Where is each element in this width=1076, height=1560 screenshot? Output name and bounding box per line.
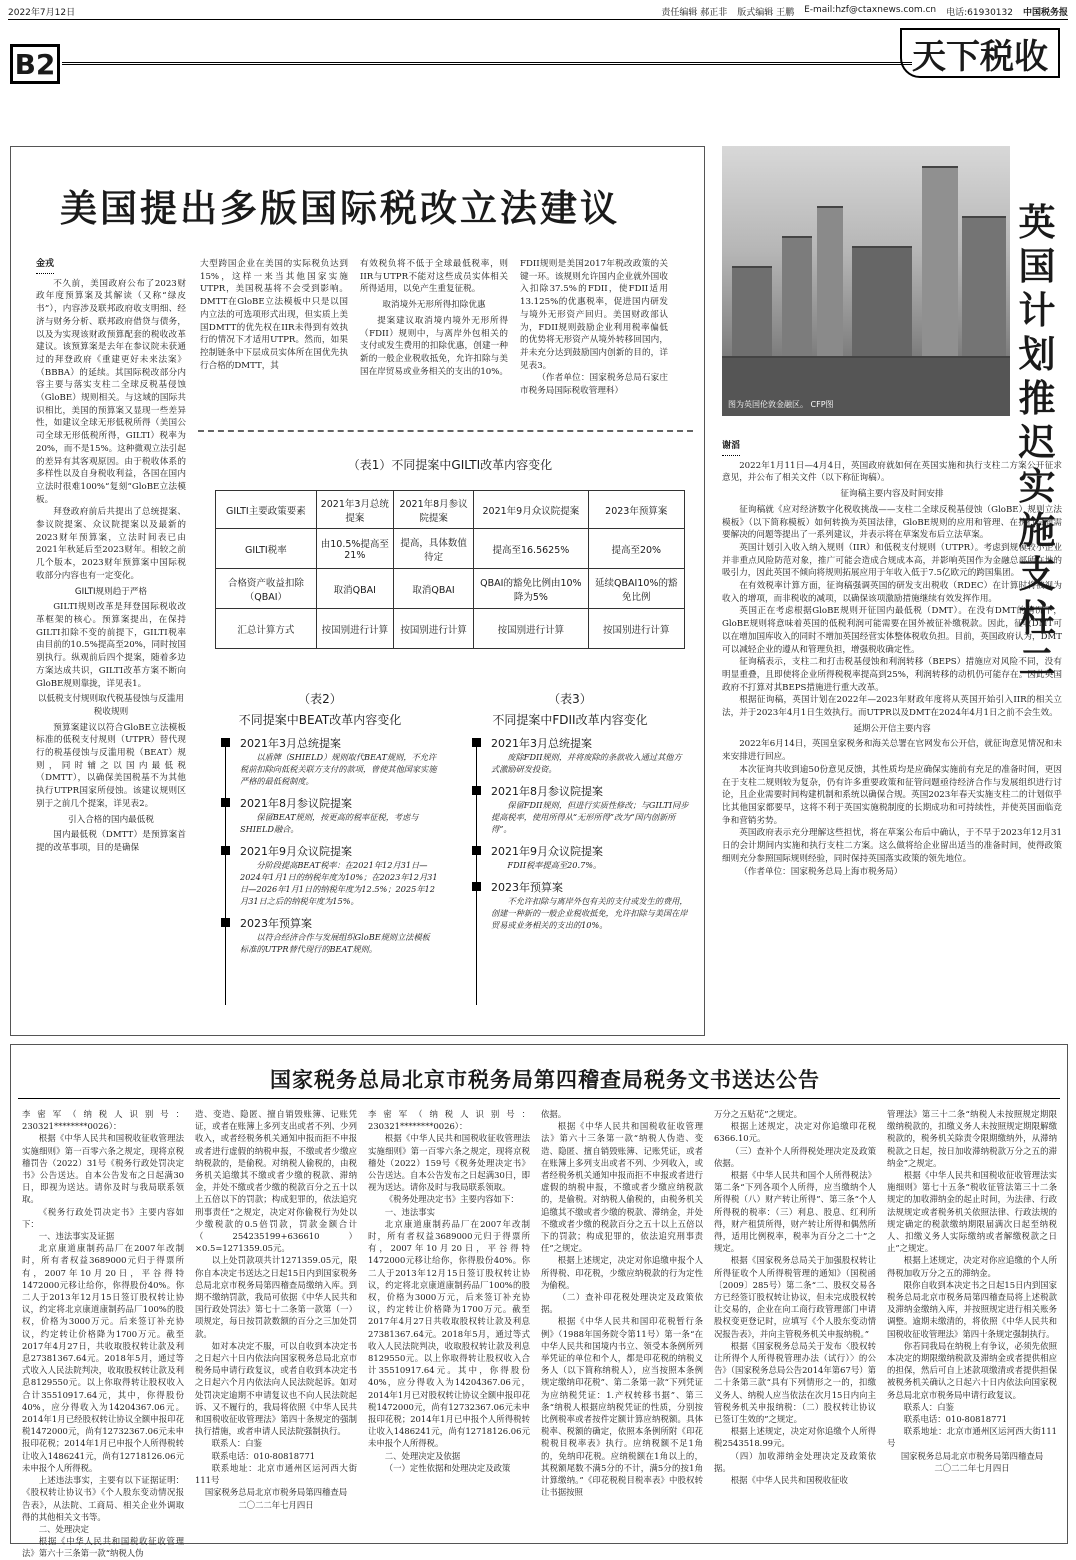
designer-name: 版式编辑 王鹏 (737, 7, 795, 18)
paragraph: 根据征询稿，英国计划在2022年—2023年财政年度将从英国开始引入IIR的相关立法，并于2023年4月1日生效执行。而UTPR以及DMT在2024年4月1日之前不会生效。 (722, 695, 1062, 719)
notice-column-1 (22, 1108, 184, 1559)
paragraph: 在有效税率计算方面，征询稿强调英国的研发支出税收（RDEC）在计算时将被视为收入的增项，而非税收的减项，以确保该项激励措施继续有效发挥作用。 (722, 581, 1062, 604)
email-contact[interactable]: E-mail:hzf@ctaxnews.com.cn (804, 4, 937, 15)
table-cell: 合格资产收益扣除（QBAI） (216, 569, 317, 609)
byline: 金戎 (36, 258, 54, 274)
paragraph: 《税务行政处罚决定书》主要内容如下： (22, 1206, 184, 1229)
paragraph: 管理法》第三十二条“纳税人未按照规定期限缴纳税款的，扣缴义务人未按照规定期限解缴税款的，税务机关除责令限期缴纳外，从滞纳税款之日起，按日加收滞纳税款万分之五的滞纳金”之规定。 (887, 1109, 1057, 1168)
news-photo (722, 146, 1010, 414)
page-number: B2 (10, 44, 60, 84)
page-header (8, 4, 1068, 18)
beat-timeline (214, 735, 438, 1025)
paragraph: 拜登政府前后共提出了总统提案、参议院提案、众议院提案以及最新的2023财年预算案，立法时间表已由2021年秋延后至2023财年。相较之前几个版本，2023财年预算案中国际税收部分内容也有一定变化。 (36, 507, 186, 581)
author-note: （作者单位：国家税务总局石家庄市税务局国际税收管理科） (520, 373, 668, 397)
table-cell: QBAI的豁免比例由10%降为5% (474, 569, 588, 609)
item-body: FDII税率提高至20.7%。 (507, 860, 602, 870)
table-cell: 按国别进行计算 (588, 609, 684, 649)
paragraph: 限你自收到本决定书之日起15日内到国家税务总局北京市税务局第四稽查局将上述税款及滞纳金缴纳入库，并按照规定进行相关账务调整。逾期未缴清的，将依照《中华人民共和国税收征收管理法》第四十条规定强制执行。 (887, 1279, 1057, 1339)
table3-title (450, 690, 690, 728)
notice-column-5 (714, 1108, 876, 1538)
item-heading: 2021年9月众议院提案 (240, 845, 352, 858)
bullet-square-icon (472, 882, 481, 891)
item-heading: 2021年3月总统提案 (240, 737, 341, 750)
paragraph: 李密军（纳税人识别号：230321********0026）： (22, 1109, 184, 1132)
paragraph: FDII规则是美国2017年税改政策的关键一环。该规则允许国内企业就外国收入扣除37.5%的FDII，使FDII适用13.125%的优惠税率，促进国内研发与境外无形资产回归。美国财政部认为，FDII规则鼓励企业利用税率偏低的优势将无形资产从境外转移回国内，并未充分达到鼓励国内创新的目的，详见表3。 (520, 259, 668, 371)
paragraph: 根据上述规定，决定对你追缴印花税6366.10元。 (714, 1121, 876, 1144)
issue-date: 二〇二二年七月四日 (934, 1462, 1010, 1473)
table-cell: 2021年9月众议院提案 (474, 491, 588, 529)
paragraph: 根据《中华人民共和国个人所得税法》第二条“下列各项个人所得，应当缴纳个人所得税（八）财产转让所得”、第三条“个人所得税的税率：（三）利息、股息、红利所得，财产租赁所得，财产转让所得和偶然所得，适用比例税率，税率为百分之二十”之规定。 (714, 1170, 876, 1254)
table2-heading: 不同提案中BEAT改革内容变化 (238, 713, 402, 727)
paragraph: 根据《中华人民共和国税收征收管理法实施细则》第一百零六条之规定，现将京税稽罚告（2022）31号《税务行政处罚决定书》公告送达。自本公告发布之日起满30日，即视为送达。请你及时与我局联系领取。 (22, 1133, 184, 1205)
editor-name: 责任编辑 郝正非 (661, 7, 728, 18)
paragraph: 北京康道康制药品厂在2007年改制时，所有者权益3689000元归于得票所有，2007年10月20日，平谷得特1472000元移让给你，你得股份40%。你二人于2013年12月15日签订股权转让协议，约定将北京康道康制药品厂100%的股权，价格为3000万元。后来签订补充协议，约定转让价格降为1700万元。截至2017年4月27日，共收取股权转让款及利息27381367.64元。2018年5月，通过等式收入人民法院判决，收取股权转让款及利息8129550元。以上你取得转让股权收入合计35510917.64元，其中，你得股份40%，应分得收入为14204367.06元。2014年1月已经股权转让协议全额申报印花税1472000元，尚有12732367.06元未申报印花税；2014年1月已申报个人所得税转让收入1486241元，尚有12718126.06元未申报个人所得税。 (22, 1243, 184, 1473)
item-heading: 2023年预算案 (491, 881, 563, 894)
timeline-item (465, 879, 689, 931)
paragraph: （二）查补印花税处理决定及政策依据。 (541, 1292, 703, 1315)
contact-person: 联系人：白鉴 (903, 1401, 955, 1412)
table3-label: （表3） (548, 692, 592, 706)
bullet-square-icon (472, 846, 481, 855)
paragraph: 预算案建议以符合GloBE立法模板标准的低税支付规则（UTPR）替代现行的税基侵蚀与反滥用税（BEAT）规则，同时辅之以国内最低税（DMTT），以确保美国税基不为其他执行UTPR国家所侵蚀。该建议规则区别于之前几个提案，详见表2。 (36, 722, 186, 809)
fdii-timeline (465, 735, 689, 1025)
table-cell: 提高至16.5625% (474, 529, 588, 569)
item-heading: 2021年8月参议院提案 (491, 785, 603, 798)
paragraph: 造、变造、隐匿、擅自销毁账簿、记账凭证，或者在账簿上多列支出或者不列、少列收入，或者经税务机关通知申报而拒不申报或者进行虚假的纳税申报，不缴或者少缴应纳税款的，是偷税。对纳税人偷税的，由税务机关追缴其不缴或者少缴的税款、滞纳金，并处不缴或者少缴的税款百分之五十以上五倍以下的罚款；构成犯罪的，依法追究刑事责任”之规定，决定对你偷税行为处以少缴税款的0.5倍罚款，罚款金额合计（254235199+636610）×0.5=1271359.05元。 (195, 1109, 357, 1254)
paragraph: 一、违法事实 (384, 1206, 436, 1217)
item-body: 分阶段提高BEAT税率：在2021年12月31日—2024年1月1日的纳税年度为10%；在2023年12月31日—2026年1月1日的纳税年度为12.5%；2025年12月31日之后的纳税年度为15%。 (240, 860, 438, 906)
timeline-item (465, 735, 689, 775)
paragraph: 2022年6月14日，英国皇家税务和海关总署在官网发布公开信，就征询意见情况和未来安排进行回应。 (722, 739, 1062, 763)
contact-person: 联系人：白鉴 (211, 1438, 263, 1449)
item-heading: 2021年9月众议院提案 (491, 845, 603, 858)
item-body: 不允许扣除与离岸外包有关的支付或发生的费用，创建一种新的一般企业税收抵免，允许扣除与美国在岸贸易或业务相关的支出的10%。 (491, 896, 688, 930)
timeline-item (214, 795, 438, 835)
paragraph: 根据《国家税务总局关于发布〈股权转让所得个人所得税管理办法（试行）〉的公告》（国家税务总局公告2014年第67号）第二十条第三款“具有下列情形之一的，扣缴义务人、纳税人应当依法在次月15日内向主管税务机关申报纳税：（二）股权转让协议已签订生效的”之规定。 (714, 1340, 876, 1425)
item-heading: 2021年8月参议院提案 (240, 797, 352, 810)
timeline-item (214, 843, 438, 907)
table-cell: 按国别进行计算 (316, 609, 393, 649)
table-cell: 2021年3月总统提案 (316, 491, 393, 529)
subheading: 以低税支付规则取代税基侵蚀与反滥用税收规则 (37, 694, 185, 717)
table-cell: 取消QBAI (393, 569, 473, 609)
notice-column-3 (368, 1108, 530, 1538)
photo-caption: 图为英国伦敦金融区。 CFP图 (728, 400, 834, 409)
bullet-square-icon (221, 798, 230, 807)
paragraph: （一）定性依据和处理决定及政策 (384, 1462, 511, 1473)
paragraph: 以上处罚款项共计1271359.05元，限你自本决定书送达之日起15日内到国家税务总局北京市税务局第四稽查局缴纳入库。到期不缴纳罚款，我局可依据《中华人民共和国行政处罚法》第七十二条第一款第（一）项规定，每日按罚款数额的百分之三加处罚款。 (195, 1255, 357, 1339)
subheading: 取消境外无形所得扣除优惠 (382, 300, 486, 311)
paragraph: 本次征询共收到逾50份意见反馈，其性质均是应确保实施前有充足的准备时间，更因在于支柱二规则较为复杂，仍有许多重要政策和征管问题亟待经济合作与发展组织进行讨论，且企业需要时间构建机制和系统以确保合规。英国2023年春天实施支柱二的计划似乎比其他国家都要早，这将不利于英国实施税制度的长期成功和可持续性，并使英国面临竞争和营销劣势。 (722, 764, 1062, 826)
table-cell: 按国别进行计算 (393, 609, 473, 649)
table-row (216, 491, 685, 529)
table-row (216, 529, 685, 569)
paragraph: 征询稿表示，支柱二和打击税基侵蚀和利润转移（BEPS）措施应对风险不同，没有明显重叠，且即使将企业所得税税率提高到25%，利润转移的动机仍可能存在。因此英国政府不打算对其BEPS措施进行重大改革。 (722, 657, 1062, 693)
paragraph: 大型跨国企业在美国的实际税负达到15%，这样一来当其他国家实施UTPR，美国税基将不会受到影响。DMTT在GloBE立法模板中只是以国内立法的可选项形式出现，但实质上美国DMTT的优先权在IIR未得到有效执行的情况下才适用UTPR。然而，如果控制链条中下层成员实体所在国优先执行合格的DMTT，其 (200, 259, 348, 371)
table-cell: GILTI主要政策要素 (216, 491, 317, 529)
bullet-square-icon (221, 738, 230, 747)
paragraph: 根据上述规定，决定对你追缴申报个人所得税、印花税，少缴应纳税款的行为定性为偷税。 (541, 1255, 703, 1290)
contact-phone: 联系电话：010-80818771 (211, 1450, 316, 1461)
table2-label: （表2） (298, 692, 342, 706)
issue-date: 二〇二二年七月四日 (238, 1499, 314, 1510)
paragraph: 根据上述规定，决定对你应追缴的个人所得税加收万分之五的滞纳金。 (887, 1255, 1057, 1278)
story-column-1 (36, 258, 186, 1033)
section-title: 天下税收 (900, 28, 1060, 78)
paragraph: 根据《中华人民共和国印花税暂行条例》（1988年国务院令第11号）第一条“在中华人民共和国境内书立、领受本条例所列举凭证的单位和个人，都是印花税的纳税义务人（以下简称纳税人），应当按照本条例规定缴纳印花税”、第二条第一款“下列凭证为应纳税凭证：1.产权转移书据”、第三条“纳税人根据应纳税凭证的性质，分别按比例税率或者按件定额计算应纳税额。具体税率、税额的确定，依照本条例所附《印花税税目税率表》执行。应纳税额不足1角的，免纳印花税。应纳税额在1角以上的，其税额尾数不满5分的不计，满5分的按1角计算缴纳。”《印花税税目税率表》中股权转让书据按照 (541, 1316, 703, 1498)
paragraph: 根据《中华人民共和国税收征收管理法》第六十三条第一款“纳税人伪造、变造、隐匿、擅自销毁账簿、记账凭证，或者在账簿上多列支出或者不列、少列收入，或者经税务机关通知申报而拒不申报或者进行虚假的纳税申报，不缴或者少缴应纳税款的，是偷税。对纳税人偷税的，由税务机关追缴其不缴或者少缴的税款、滞纳金，并处不缴或者少缴的税款百分之五十以上五倍以下的罚款；构成犯罪的，依法追究刑事责任”之规定。 (541, 1121, 703, 1254)
item-heading: 2021年3月总统提案 (491, 737, 592, 750)
paragraph: 上述违法事实，主要有以下证据证明：《股权转让协议书》《个人股东变动情况报告表》，从法院、工商局、相关企业外调取得的其他相关文书等。 (22, 1475, 184, 1522)
table-cell: 提高，具体数值待定 (393, 529, 473, 569)
paragraph: 征询稿就《应对经济数字化税收挑战——支柱二全球反税基侵蚀（GloBE）规则立法模板》（以下简称模板）如何转换为英国法律，GloBE规则的应用和管理、在执行层面需要解决的问题等提出了一系列建议，并表示将在草案发布后立法草案。 (722, 504, 1062, 541)
notice-column-2 (195, 1108, 357, 1538)
contact-address: 联系地址：北京市通州区运河西大街111号 (887, 1426, 1057, 1449)
story-column-2 (200, 258, 348, 423)
issuer: 国家税务总局北京市税务局第四稽查局 (204, 1487, 348, 1498)
contact-phone: 联系电话：010-80818771 (903, 1414, 1008, 1425)
paragraph: 万分之五贴花”之规定。 (714, 1109, 803, 1119)
paragraph: 根据《中华人民共和国税收征收管理法》第六十三条第一款“纳税人伪 (22, 1536, 184, 1559)
editor-info (661, 5, 1068, 18)
table-row (216, 609, 685, 649)
issuer: 国家税务总局北京市税务局第四稽查局 (900, 1450, 1044, 1461)
paragraph: 根据《国家税务总局关于加强股权转让所得征收个人所得税管理的通知》（国税函〔2009〕285号）第二条“二、股权交易各方已经签订股权转让协议，但未完成股权转让交易的，企业在向工商行政管理部门申请股权变更登记时，应填写《个人股东变动情况报告表》，并向主管税务机关申报纳税。” (714, 1255, 876, 1339)
timeline-item (214, 915, 438, 955)
paragraph: 2022年1月11日—4月4日，英国政府就如何在英国实施和执行支柱二方案公开征求意见，并公布了相关文件（以下称征询稿）。 (722, 460, 1062, 484)
table-cell: 由10.5%提高至21% (316, 529, 393, 569)
table-cell: 2021年8月参议院提案 (393, 491, 473, 529)
table-cell: 延续QBAI10%的豁免比例 (588, 569, 684, 609)
story2-headline: 英国计划推迟实施支柱二 (1018, 200, 1056, 684)
story2-body (722, 440, 1062, 1035)
story-column-3 (360, 258, 508, 423)
item-body: 保留BEAT规则，按更高的税率征税，考虑与SHIELD融合。 (240, 812, 419, 834)
header-double-rule (62, 62, 912, 65)
paragraph: GILTI规则改革是拜登国际税收改革框架的核心。预算案提出，在保持GILTI扣除不变的前提下，GILTI税率由目前的10.5%提高至20%，同时按国别执行。纵观前后四个提案，随着多边方案达成共识，GILTI改革方案不断向GloBE规则靠拢，详见表1。 (36, 602, 186, 689)
subheading: GILTI规则趋于严格 (74, 586, 148, 597)
notice-headline: 国家税务总局北京市税务局第四稽查局税务文书送达公告 (270, 1068, 820, 1092)
paragraph: （四）加收滞纳金处理决定及政策依据。 (714, 1450, 876, 1473)
paragraph: 根据上述规定，决定对你追缴个人所得税2543518.99元。 (714, 1426, 876, 1449)
paragraph: 《税务处理决定书》主要内容如下： (384, 1194, 519, 1205)
contact-address: 联系地址：北京市通州区运河西大街111号 (195, 1462, 357, 1486)
paragraph: 你若同我局在纳税上有争议，必须先依照本决定的期限缴纳税款及滞纳金或者提供相应的担保，然后可自上述款项缴清或者提供担保被税务机关确认之日起六十日内依法向国家税务总局北京市税务局申请行政复议。 (887, 1340, 1057, 1400)
header-rule (8, 19, 1068, 20)
table-row (216, 569, 685, 609)
paragraph: 北京康道康制药品厂在2007年改制时，所有者权益3689000元归于得票所有，2007年10月20日，平谷得特1472000元移让给你，你得股份40%。你二人于2013年12月15日签订股权转让协议，约定将北京康道康制药品厂100%的股权，价格为3000万元，后来签订补充协议，约定转让价格降为1700万元。截至2017年4月27日共收取股权转让款及利息27381367.64元。2018年5月，通过等式收入人民法院判决，收取股权转让款及利息8129550元。以上你取得转让股权收入合计35510917.64元。其中，你得股份40%，应分得收入为14204367.06元，2014年1月已对股权转让协议全额申报印花税1472000元，尚有12732367.06元未申报印花税；2014年1月已申报个人所得税转让收入1486241元，尚有12718126.06元未申报个人所得税。 (368, 1218, 530, 1449)
paragraph: 一、违法事实及证据 (38, 1231, 115, 1242)
paragraph: 依据。 (541, 1109, 567, 1119)
paragraph: （三）查补个人所得税处理决定及政策依据。 (714, 1145, 876, 1168)
item-body: 以符合经济合作与发展组织GloBE规则立法模板标准的UTPR替代现行的BEAT规则。 (240, 932, 430, 954)
paper-name: 中国税务报 (1022, 7, 1068, 18)
bullet-square-icon (472, 786, 481, 795)
paragraph: 有效税负将不低于全球最低税率，则IIR与UTPR不能对这些成员实体相关所得适用，以免产生重复征税。 (360, 259, 508, 295)
phone-contact: 电话:61930132 (946, 7, 1013, 18)
table-cell: 汇总计算方式 (216, 609, 317, 649)
notice-column-4 (541, 1108, 703, 1538)
bullet-square-icon (472, 738, 481, 747)
timeline-line (476, 741, 477, 1005)
paragraph: 根据《中华人民共和国税收征收管理法实施细则》第一百零六条之规定，现将京税稽处（2022）159号《税务处理决定书》公告送达。自本公告发布之日起满30日，即视为送达。请你及时与我局联系领取。 (368, 1133, 530, 1193)
item-body: 废除FDII规则，并将废除的条款收入通过其他方式激励研发投资。 (491, 752, 682, 774)
paragraph: 英国计划引入收入纳入规则（IIR）和低税支付规则（UTPR）。考虑到规模较小企业并非重点风险防范对象，推广可能会造成合规成本高，并影响英国作为金融总部所在地的吸引力，因此英国不倾向将规则拓展应用于年收入低于7.5亿欧元的跨国集团。 (722, 542, 1062, 579)
story-headline: 美国提出多版国际税改立法建议 (60, 186, 620, 230)
subheading: 延期公开信主要内容 (853, 723, 931, 734)
paragraph: 英国政府表示充分理解这些担忧，将在草案公布后中确认，于不早于2023年12月31日的会计期间内实施和执行支柱二方案。这么做将给企业留出适当的准备时间，使得政策细则充分参照国际规则经验，同时保持英国落实政策的领先地位。 (722, 828, 1062, 864)
item-body: 以盾牌（SHIELD）规则取代BEAT规则，不允许税前扣除向低税关联方支付的款项，曾使其他国家实施严格的最低税制度。 (240, 752, 437, 786)
paragraph: 根据《中华人民共和国税收征收 (730, 1475, 849, 1486)
paragraph: 提案建议取消境内境外无形所得（FDII）规则中，与离岸外包相关的支付或发生费用的扣除优惠，创建一种新的一般企业税收抵免，允许扣除与美国在岸贸易或业务相关的支出的10%。 (360, 315, 509, 377)
table-cell: 2023年预算案 (588, 491, 684, 529)
table-cell: 取消QBAI (316, 569, 393, 609)
story-column-4 (520, 258, 668, 423)
paragraph: 根据《中华人民共和国税收征收管理法实施细则》第七十五条“税收征管法第三十二条规定的加收滞纳金的起止时间，为法律、行政法规规定或者税务机关依照法律、行政法规的规定确定的税款缴纳期限届满次日起至纳税人、扣缴义务人实际缴纳或者解缴税款之日止”之规定。 (887, 1170, 1057, 1254)
paragraph: 二、处理决定 (38, 1523, 90, 1534)
item-body: 保留FDII规则，但进行实质性修改；与GILTI同步提高税率，使用所得从“无形所得”改为“国内创新所得”。 (491, 800, 689, 834)
paragraph: 国内最低税（DMTT）是预算案首提的改革事项，目的是确保 (36, 830, 186, 853)
item-heading: 2023年预算案 (240, 917, 312, 930)
table-cell: 提高至20% (588, 529, 684, 569)
gilti-table (215, 490, 685, 649)
table-cell: GILTI税率 (216, 529, 317, 569)
table-cell: 按国别进行计算 (474, 609, 588, 649)
table2-title (200, 690, 440, 728)
dashed-divider (198, 430, 693, 432)
paragraph: 如对本决定不服，可以自收到本决定书之日起六十日内依法向国家税务总局北京市税务局申请行政复议，或者自收到本决定书之日起六个月内依法向人民法院起诉。如对处罚决定逾期不申请复议也不向人民法院起诉、又不履行的，我局将依照《中华人民共和国税收征收管理法》第四十条规定的强制执行措施，或者申请人民法院强制执行。 (195, 1340, 357, 1437)
issue-date: 2022年7月12日 (8, 7, 76, 18)
byline: 谢滔 (722, 440, 740, 456)
notice-rule (18, 1098, 1060, 1099)
paragraph: 不久前，美国政府公布了2023财政年度预算案及其解读（又称“绿皮书”），内容涉及联邦政府收支明细、经济与财务分析、联邦政府借贷与债务，以及为实现该财政预算配套的税收改革建议。该预算案是去年在参议院未获通过的拜登政府《重建更好未来法案》（BBBA）的延续。其国际税改部分内容主要与落实支柱二全球反税基侵蚀（GloBE）规则相关。与这域的国际共识相比，美国的预算案又显现一些差异性，如建议全球无形低税所得（美国公司全球无形低税所得，GILTI）税率为20%，而不是15%。这种微观立法引起的差异有其客观原因。由于税收体系的多样性以及自身税收利益，各国在国内立法时很难100%“复刻”GloBE立法模板。 (36, 278, 186, 505)
notice-column-6 (887, 1108, 1057, 1538)
timeline-item (214, 735, 438, 787)
author-note: （作者单位：国家税务总局上海市税务局） (739, 866, 903, 877)
timeline-item (465, 783, 689, 835)
subheading: 征询稿主要内容及时间安排 (840, 489, 944, 500)
subheading: 引入合格的国内最低税 (68, 814, 154, 825)
paragraph: 二、处理决定及依据 (384, 1450, 461, 1461)
bullet-square-icon (221, 846, 230, 855)
paragraph: 英国正在考虑根据GloBE规则开征国内最低税（DMT）。在没有DMT的情况下，GloBE规则将意味着英国的低税利润可能需要在国外被征补缴税款。因此，征收DMT可以在增加国库收入的同时不增加英国经营实体整体税收负担。目前，英国政府认为，DMT可以减轻企业的遵从和管理负担，增强税收确定性。 (722, 606, 1062, 655)
timeline-item (465, 843, 689, 871)
table1-title: （表1）不同提案中GILTI改革内容变化 (347, 458, 553, 472)
bullet-square-icon (221, 918, 230, 927)
table3-heading: 不同提案中FDII改革内容变化 (492, 713, 648, 727)
paragraph: 李密军（纳税人识别号：230321********0026）： (368, 1109, 530, 1132)
